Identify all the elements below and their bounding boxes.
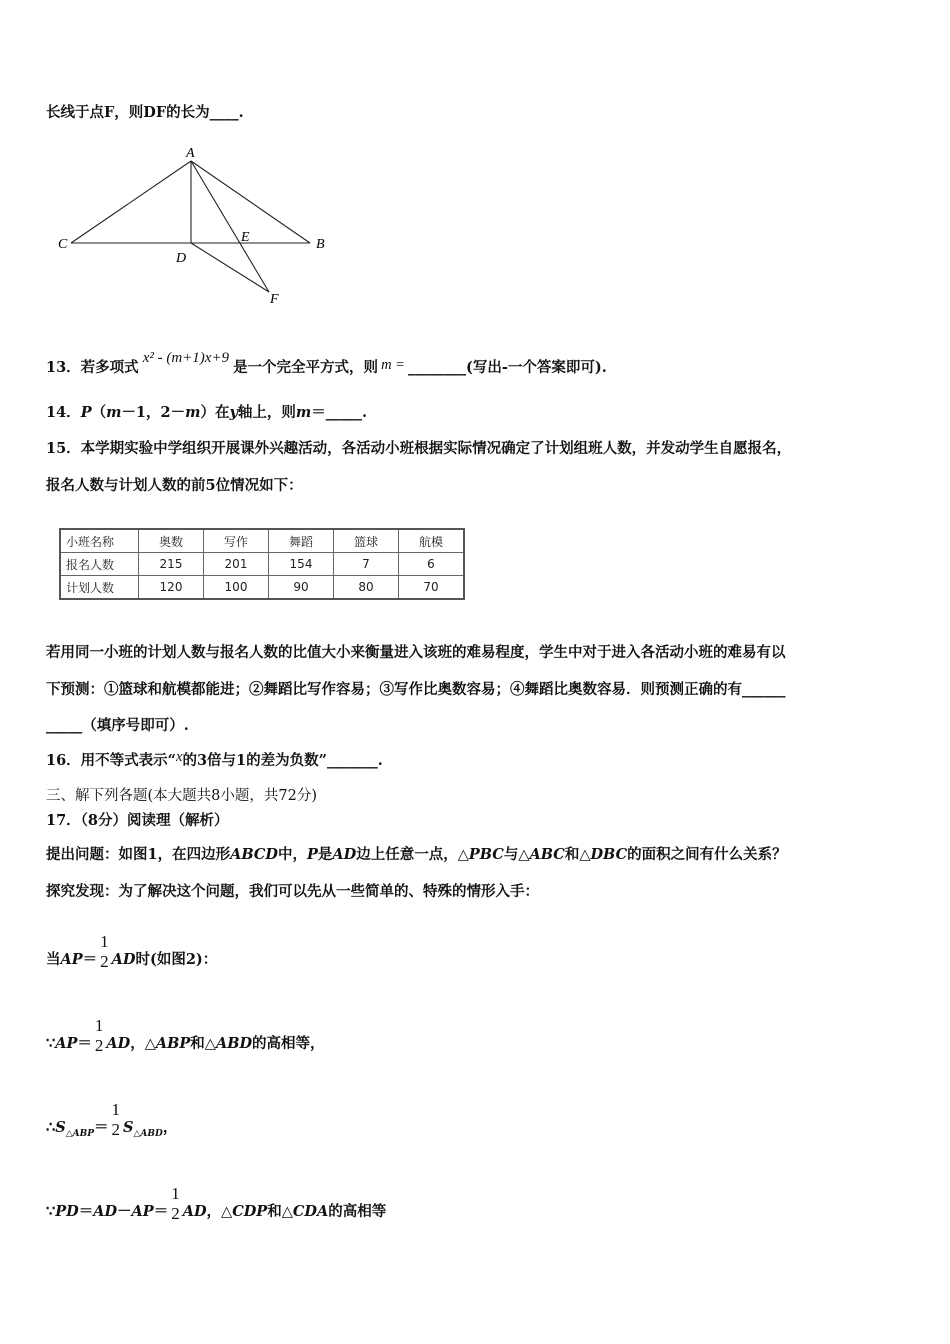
label-E: E [241,230,250,245]
fraction-half: 1 2 [94,1016,104,1055]
enrollment-table [59,528,465,600]
q12-tail: 长线于点F，则DF的长为____. [46,104,244,121]
question-13: 13．若多项式x² - (m+1)x+9是一个完全平方式，则 m = ________(写出-一个答案即可). [46,350,607,376]
q15-line4: 下预测：①篮球和航模都能进；②舞蹈比写作容易；③写作比奥数容易；④舞蹈比奥数容易．则预测正确的有______ [46,681,786,698]
q17-line3: 当AP＝ 1 2 AD时(如图2)： [46,932,218,971]
q17-line6: ∵PD＝AD－AP＝ 1 2 AD，△CDP和△CDA的高相等 [46,1184,387,1223]
table-row: 报名人数 215 201 154 7 6 [60,553,464,576]
q15-line3: 若用同一小班的计划人数与报名人数的比值大小来衡量进入该班的难易程度，学生中对于进入各活动小班的难易有以 [46,644,786,661]
q15-line5: _____（填序号即可）. [46,717,189,734]
section-3-heading: 三、解下列各题(本大题共8小题，共72分) [46,788,317,804]
q17-line4: ∵AP＝ 1 2 AD，△ABP和△ABD的高相等， [46,1016,325,1055]
label-A: A [186,146,195,161]
question-16: 16．用不等式表示“x的3倍与1的差为负数”_______. [46,749,383,769]
q17-line1: 提出问题：如图1，在四边形ABCD中，P是AD边上任意一点，△PBC与△ABC和△DBC的面积之间有什么关系？ [46,846,787,863]
q13-expression: x² - (m+1)x+9 [142,350,230,366]
q17-line5: $\therefore S_{\triangle ABP}=$ 1 2 $S_{\triangle ABD}$， [46,1100,178,1139]
q17-line2: 探究发现：为了解决这个问题，我们可以先从一些简单的、特殊的情形入手： [46,883,539,900]
label-F: F [270,292,279,307]
q17-heading: 17．（8分）阅读理（解析） [46,812,229,829]
q15-line1: 15．本学期实验中学组织开展课外兴趣活动，各活动小班根据实际情况确定了计划组班人数，并发动学生自愿报名， [46,440,792,457]
table-header-row: 小班名称 奥数 写作 舞蹈 篮球 航模 [60,529,464,553]
label-B: B [316,237,325,252]
fraction-half: 1 2 [171,1184,180,1223]
label-C: C [58,237,68,252]
table-row: 计划人数 120 100 90 80 70 [60,576,464,600]
fraction-half: 1 2 [100,932,109,971]
q15-line2: 报名人数与计划人数的前5位情况如下： [46,477,303,494]
question-14: 14．P（m－1，2－m）在y轴上，则m＝_____. [46,404,368,421]
fraction-half: 1 2 [111,1100,120,1139]
label-D: D [176,251,187,266]
triangle-figure [50,140,350,310]
